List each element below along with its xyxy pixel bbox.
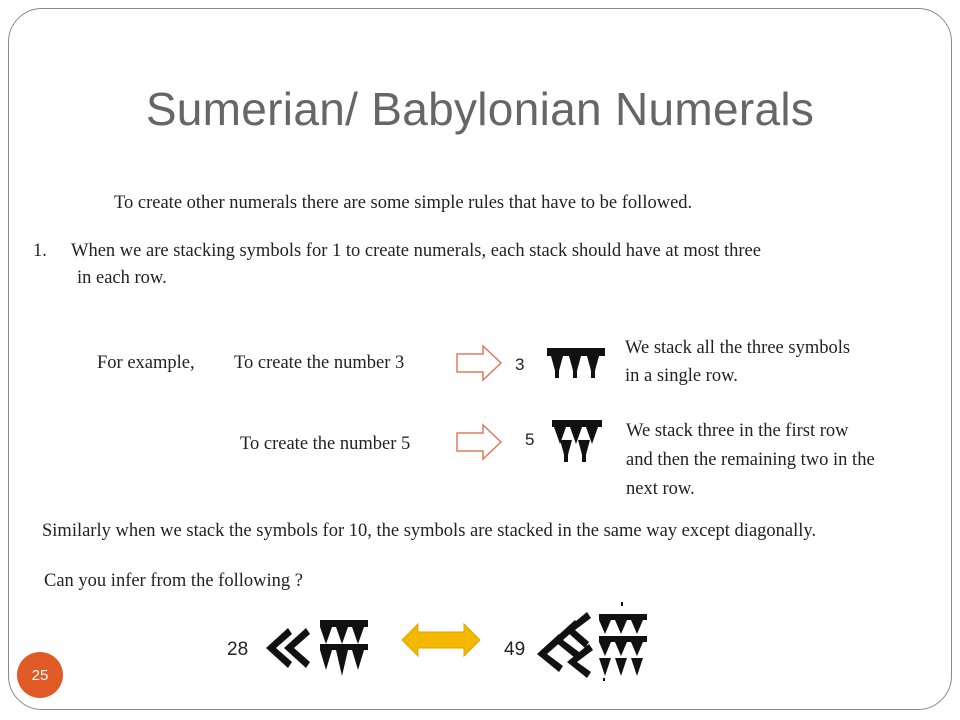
cuneiform-three-icon bbox=[545, 342, 609, 382]
page-number-badge: 25 bbox=[17, 652, 63, 698]
cuneiform-49-icon bbox=[533, 600, 653, 682]
example5-numeral: 5 bbox=[525, 430, 535, 449]
example3-label: To create the number 3 bbox=[234, 353, 405, 373]
question-text: Can you infer from the following ? bbox=[44, 571, 303, 591]
bottom-left-numeral: 28 bbox=[227, 639, 249, 660]
right-arrow-icon bbox=[455, 343, 505, 383]
similarly-text: Similarly when we stack the symbols for 10, the symbols are stacked in the same way except diagonally. bbox=[42, 521, 817, 541]
bottom-right-numeral: 49 bbox=[504, 639, 526, 660]
double-arrow-icon bbox=[400, 622, 482, 658]
right-arrow-icon bbox=[455, 422, 505, 462]
example5-desc-2: and then the remaining two in the bbox=[626, 450, 875, 470]
rule-line-2: in each row. bbox=[77, 268, 167, 288]
page-title: Sumerian/ Babylonian Numerals bbox=[145, 83, 815, 135]
example3-desc-1: We stack all the three symbols bbox=[625, 338, 851, 358]
intro-text: To create other numerals there are some simple rules that have to be followed. bbox=[114, 193, 693, 213]
cuneiform-five-icon bbox=[550, 418, 606, 466]
cuneiform-28-icon bbox=[262, 614, 374, 680]
example3-numeral: 3 bbox=[515, 355, 525, 374]
example5-desc-1: We stack three in the first row bbox=[626, 421, 849, 441]
example3-desc-2: in a single row. bbox=[625, 366, 738, 386]
example5-desc-3: next row. bbox=[626, 479, 695, 499]
example-lead: For example, bbox=[97, 353, 195, 373]
rule-line-1: When we are stacking symbols for 1 to create numerals, each stack should have at most three bbox=[71, 241, 761, 261]
example5-label: To create the number 5 bbox=[240, 434, 411, 454]
rule-marker: 1. bbox=[33, 241, 47, 261]
